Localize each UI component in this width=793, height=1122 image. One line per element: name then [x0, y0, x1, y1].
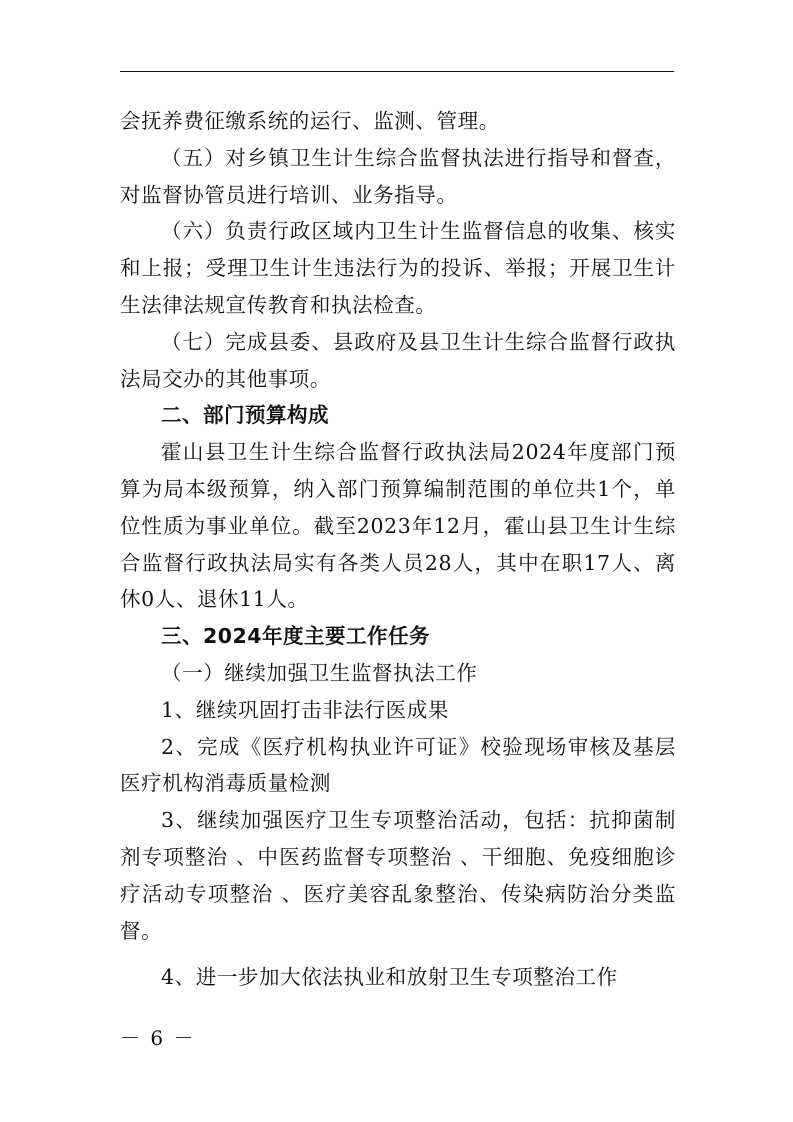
- paragraph-budget-structure: 霍山县卫生计生综合监督行政执法局2024年度部门预算为局本级预算，纳入部门预算编制范围的单位共1个，单位性质为事业单位。截至2023年12月，霍山县卫生计生综合监督行政执法局实有各类人员28人，其中在职17人、离休0人、退休11人。: [120, 440, 676, 612]
- page-number: － 6 －: [120, 1026, 196, 1050]
- document-body: [120, 103, 676, 996]
- task-item-1: 1、继续巩固打击非法行医成果: [161, 697, 449, 722]
- section-heading-main-tasks: 三、2024年度主要工作任务: [161, 624, 431, 649]
- subheading-supervision: （一）继续加强卫生监督执法工作: [161, 660, 478, 685]
- paragraph-item-6: （六）负责行政区域内卫生计生监督信息的收集、核实和上报；受理卫生计生违法行为的投诉、举报；开展卫生计生法律法规宣传教育和执法检查。: [120, 219, 676, 317]
- paragraph-item-7: （七）完成县委、县政府及县卫生计生综合监督行政执法局交办的其他事项。: [120, 329, 676, 391]
- task-item-4: 4、进一步加大依法执业和放射卫生专项整治工作: [161, 965, 618, 990]
- header-rule: [120, 71, 674, 72]
- paragraph-item-5: （五）对乡镇卫生计生综合监督执法进行指导和督查，对监督协管员进行培训、业务指导。: [120, 145, 676, 207]
- paragraph-continuation: 会抚养费征缴系统的运行、监测、管理。: [120, 109, 500, 133]
- task-item-2: 2、完成《医疗机构执业许可证》校验现场审核及基层医疗机构消毒质量检测: [120, 734, 676, 796]
- task-item-3: 3、继续加强医疗卫生专项整治活动，包括：抗抑菌制剂专项整治 、中医药监督专项整治 、干细胞、免疫细胞诊疗活动专项整治 、医疗美容乱象整治、传染病防治分类监督。: [120, 808, 676, 943]
- section-heading-budget-structure: 二、部门预算构成: [161, 403, 329, 428]
